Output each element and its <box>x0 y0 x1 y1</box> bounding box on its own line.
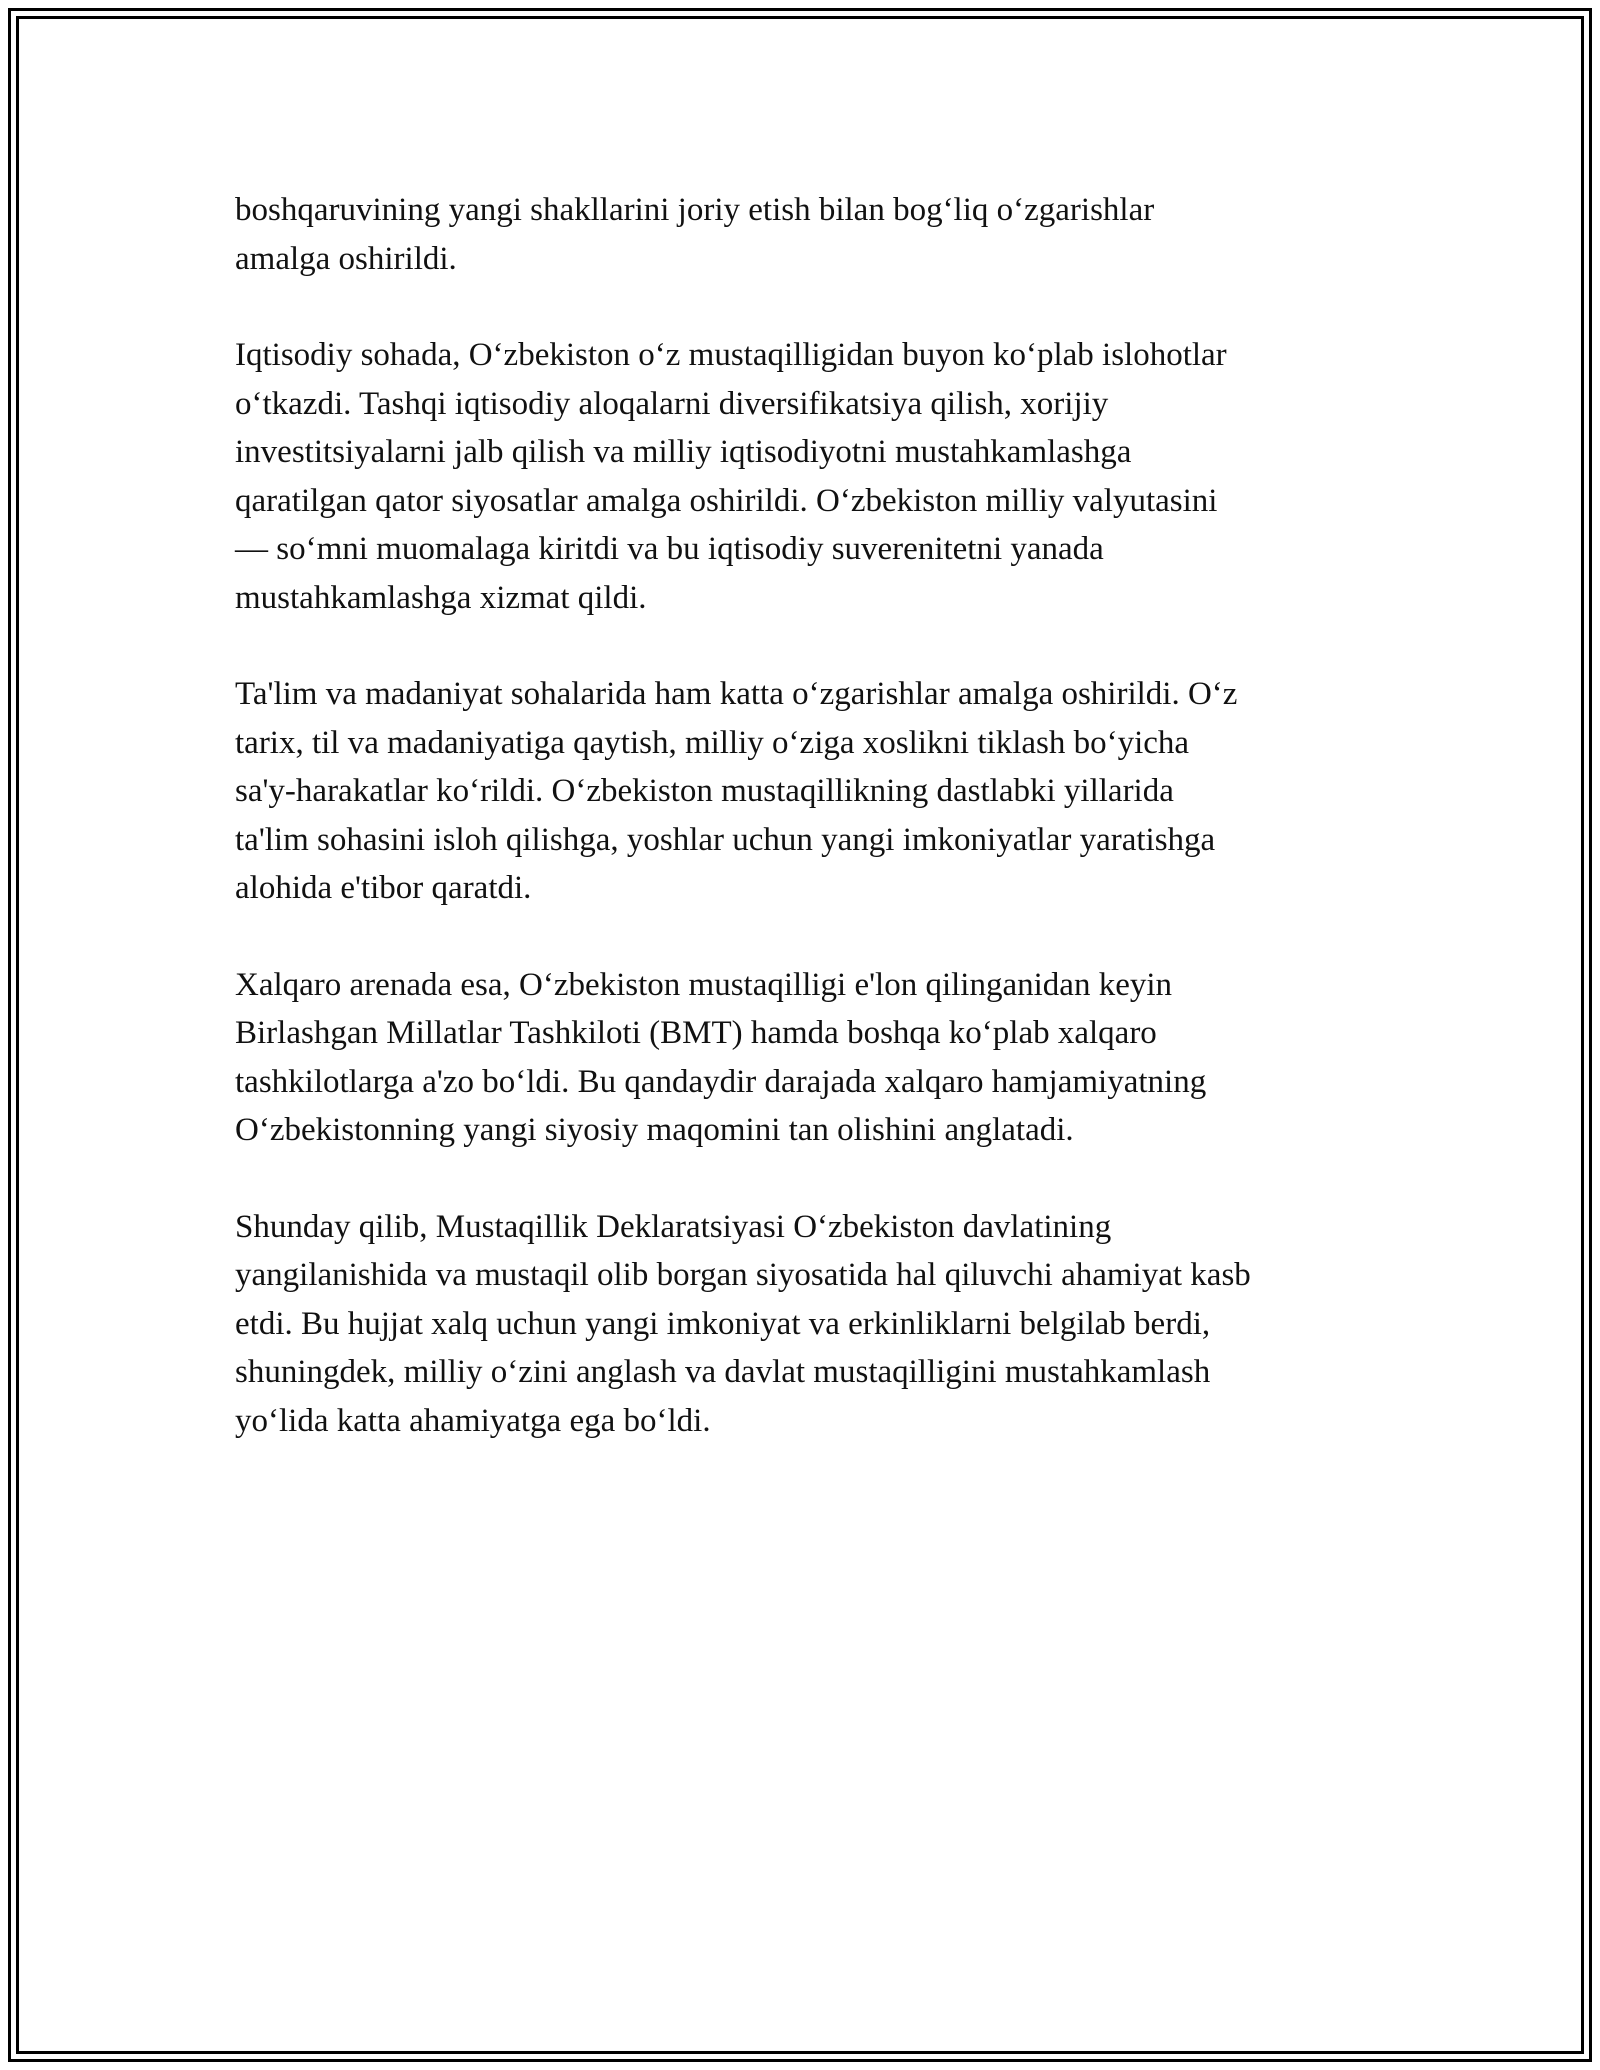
paragraph-economy: Iqtisodiy sohada, O‘zbekiston o‘z mustaqilligidan buyon ko‘plab islohotlar o‘tkazdi. Tashqi iqtisodiy aloqalarni diversifikatsiya qilish, xorijiy investitsiyalarni jalb qilish va milliy iqtisodiyotni mustahkamlashga qaratilgan qator siyosatlar amalga oshirildi. O‘zbekiston milliy valyutasini — so‘mni muomalaga kiritdi va bu iqtisodiy suverenitetni yanada mustahkamlashga xizmat qildi. <box>235 337 1227 616</box>
paragraph-continuation: boshqaruvining yangi shakllarini joriy etish bilan bog‘liq o‘zgarishlar amalga oshirildi. <box>235 192 1155 277</box>
paragraph-education-culture: Ta'lim va madaniyat sohalarida ham katta o‘zgarishlar amalga oshirildi. O‘z tarix, til va madaniyatiga qaytish, milliy o‘ziga xoslikni tiklash bo‘yicha sa'y-harakatlar ko‘rildi. O‘zbekiston mustaqillikning dastlabki yillarida ta'lim sohasini isloh qilishga, yoshlar uchun yangi imkoniyatlar yaratishga alohida e'tibor qaratdi. <box>235 676 1238 906</box>
paragraph-international: Xalqaro arenada esa, O‘zbekiston mustaqilligi e'lon qilinganidan keyin Birlashgan Millatlar Tashkiloti (BMT) hamda boshqa ko‘plab xalqaro tashkilotlarga a'zo bo‘ldi. Bu qandaydir darajada xalqaro hamjamiyatning O‘zbekistonning yangi siyosiy maqomini tan olishini anglatadi. <box>235 966 1207 1148</box>
document-body <box>235 186 1370 1493</box>
paragraph-conclusion: Shunday qilib, Mustaqillik Deklaratsiyasi O‘zbekiston davlatining yangilanishida va mustaqil olib borgan siyosatida hal qiluvchi ahamiyat kasb etdi. Bu hujjat xalq uchun yangi imkoniyat va erkinliklarni belgilab berdi, shuningdek, milliy o‘zini anglash va davlat mustaqilligini mustahkamlash yo‘lida katta ahamiyatga ega bo‘ldi. <box>235 1208 1251 1439</box>
